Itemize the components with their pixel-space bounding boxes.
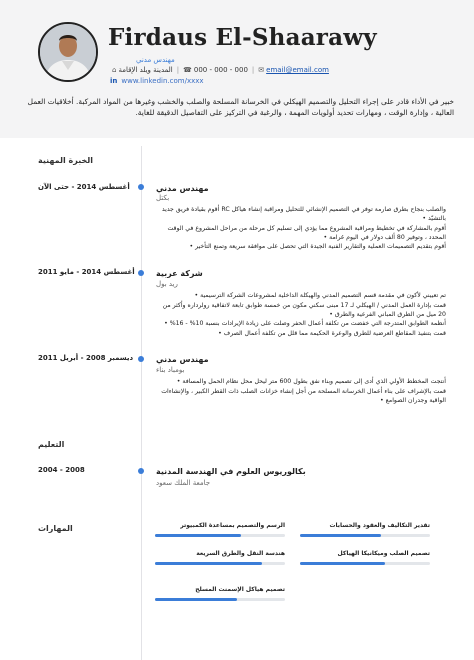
timeline-line — [141, 146, 142, 660]
phone-text: 000 - 000 - 000 — [193, 66, 248, 74]
list-item: أنتجت المخطط الأولي الذي أدى إلى تصميم وبناء نفق بطول 600 متر ليحل محل نظام الحمل والمسافة • — [156, 377, 446, 386]
skill-bar-fill — [155, 562, 262, 565]
person-icon — [40, 24, 96, 80]
email-icon: ✉ — [258, 66, 265, 74]
skill-item — [155, 586, 285, 601]
list-item: تم تعييني لأكون في مقدمة قسم التصميم المدني والهيكلة الداخلية لمشروعات الشركة الترسيمية • — [156, 291, 446, 300]
job-dates: ديسمبر 2008 - أبريل 2011 — [38, 354, 134, 362]
skill-label: تصميم الصلب وميكانيكا الهياكل — [337, 550, 430, 557]
skill-item — [155, 550, 285, 565]
skill-item — [155, 522, 285, 537]
job-company: بكتل — [156, 194, 170, 202]
skill-bar-fill — [300, 534, 381, 537]
list-item: أقوم بتقديم التصميمات العملية والتقارير الفنية الجيدة التي تحصل على موافقة سريعة وتمنع التأخير • — [156, 242, 446, 251]
skill-item — [300, 522, 430, 537]
job-company: ريد بول — [156, 280, 178, 288]
job-bullets — [156, 205, 446, 252]
resume-header — [0, 0, 474, 138]
location-icon: ⌂ — [112, 66, 117, 74]
skill-bar — [155, 562, 285, 565]
contact-line — [112, 66, 329, 74]
phone-icon: ☎ — [183, 66, 192, 74]
separator: | — [176, 66, 180, 74]
skill-bar — [300, 562, 430, 565]
separator: | — [251, 66, 255, 74]
skill-label: تقدير التكاليف والعقود والحسابات — [329, 522, 430, 529]
candidate-name: Firdaus El-Shaarawy — [108, 24, 377, 51]
skill-item — [300, 550, 430, 565]
skill-bar-fill — [155, 598, 237, 601]
job-title: مهندس مدني — [156, 355, 209, 364]
degree-title: بكالوريوس العلوم في الهندسة المدنية — [156, 467, 306, 476]
section-title-skills: المهارات — [38, 524, 73, 533]
job-bullets — [156, 377, 446, 405]
skill-label: الرسم والتصميم بمساعدة الكمبيوتر — [180, 522, 285, 529]
job-bullets — [156, 291, 446, 338]
list-item: قمت بالإشراف على بناء أعمال الخرسانة المسلحة من أجل إنشاء خزانات الصلب ذات القطر الكبير ، والإنشاءات الواقية وجدران الصوامع • — [156, 387, 446, 405]
skill-bar-fill — [300, 562, 385, 565]
linkedin-icon: in — [110, 77, 118, 85]
section-title-experience: الخبرة المهنية — [38, 156, 94, 165]
job-dates: أغسطس 2014 - حتى الآن — [38, 183, 130, 191]
job-title: شركة عربية — [156, 269, 203, 278]
education-dates: 2004 - 2008 — [38, 466, 85, 474]
summary-text: خبير في الأداء قادر على إجراء التحليل والتصميم الهيكلي في الخرسانة المسلحة والصلب والخشب وغيرها من المواد المركبة. أخلاقيات العمل العالية ، وإدارة الوقت ، ومهارات تحديد أولويات المهمة ، والرغبة في التركيز على التفاصيل الدقيقة للغاية. — [27, 97, 454, 117]
location-text: المدينة ويلد الإقامة — [118, 66, 173, 74]
job-title: مهندس مدني — [156, 184, 209, 193]
skill-bar — [155, 598, 285, 601]
skill-label: تصميم هياكل الإسمنت المسلح — [195, 586, 285, 593]
school-name: جامعة الملك سعود — [156, 479, 211, 487]
list-item: قمت بتنفيذ المقاطع العرضية للطرق والوعرة الحكيمة مما قلل من تكلفة أعمال الصرف • — [156, 329, 446, 338]
timeline-dot — [138, 184, 144, 190]
skill-bar — [155, 534, 285, 537]
section-title-education: التعليم — [38, 440, 65, 449]
skill-label: هندسة النقل والطرق السريعة — [196, 550, 285, 557]
job-company: بومباد بناء — [156, 366, 185, 374]
list-item: والصلب بنجاح بطرق صارمة توفر في التصميم الإنشائي للتحليل ومراقبة إنشاء هياكل RC أقوم بقيادة فريق جديد بالتشيّد • — [156, 205, 446, 223]
list-item: أقوم بالمشاركة في تخطيط ومراقبة المشروع مما يؤدي إلى تسليم كل مرحلة من مراحل المشروع في الوقت المحدد ، وتوفير 80 ألف دولار في اليوم غرامة • — [156, 224, 446, 242]
profile-photo — [38, 22, 98, 82]
linkedin-link[interactable]: www.linkedin.com/xxxx — [121, 77, 204, 85]
list-item: قمت بإدارة العمل المدني / الهيكلي لـ 17 مبنى سكني مكون من خمسة طوابق تابعة لاتفاقية رولرداره وأكثر من 20 ميل من الطرق المباني الفرعية والطرق • — [156, 301, 446, 319]
timeline-dot — [138, 468, 144, 474]
timeline-dot — [138, 270, 144, 276]
list-item: أنظمة الطوابق المتدرجة التي خفضت من تكلفة أعمال الحفر وصلت على زيادة الإيرادات بنسبة 10% - 16% • — [156, 319, 446, 328]
job-subtitle: مهندس مدني — [136, 56, 175, 64]
skill-bar — [300, 534, 430, 537]
job-dates: أغسطس 2014 - مايو 2011 — [38, 268, 135, 276]
skill-bar-fill — [155, 534, 241, 537]
linkedin-line — [110, 77, 204, 85]
timeline-dot — [138, 356, 144, 362]
email-link[interactable]: email@email.com — [266, 66, 329, 74]
